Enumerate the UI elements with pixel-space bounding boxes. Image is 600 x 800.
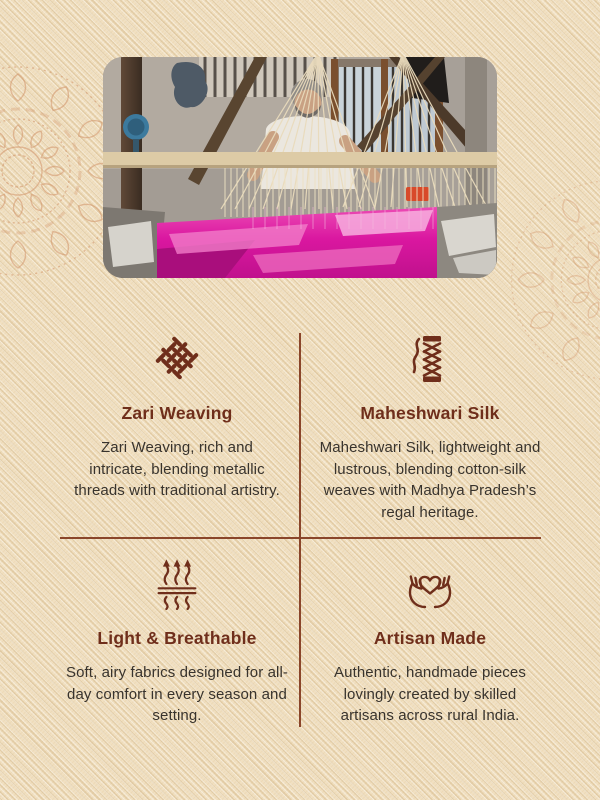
feature-title: Light & Breathable (97, 628, 257, 648)
feature-title: Maheshwari Silk (360, 403, 500, 423)
hands-holding-heart-icon (402, 556, 458, 612)
feature-description: Authentic, handmade pieces lovingly created by skilled artisans across rural India. (334, 664, 526, 724)
feature-title: Artisan Made (373, 628, 487, 648)
feature-description: Soft, airy fabrics designed for all-day comfort in every season and setting. (65, 664, 289, 724)
zari-weave-icon (150, 331, 204, 387)
breathable-airflow-icon (150, 556, 204, 612)
feature-description: Maheshwari Silk, lightweight and lustrous, blending cotton-silk weaves with Madhya Pradesh’s regal heritage. (319, 439, 541, 521)
feature-zari-weaving (52, 331, 302, 502)
feature-light-breathable (52, 556, 302, 727)
feature-title: Zari Weaving (121, 403, 233, 423)
silk-thread-spool-icon (402, 331, 458, 387)
hero-weaver-photo (103, 57, 497, 278)
feature-artisan-made (305, 556, 555, 727)
feature-maheshwari-silk (305, 331, 555, 523)
feature-description: Zari Weaving, rich and intricate, blending metallic threads with traditional artistry. (74, 439, 280, 499)
handloom-scene-illustration (103, 57, 497, 278)
horizontal-divider (60, 537, 541, 539)
